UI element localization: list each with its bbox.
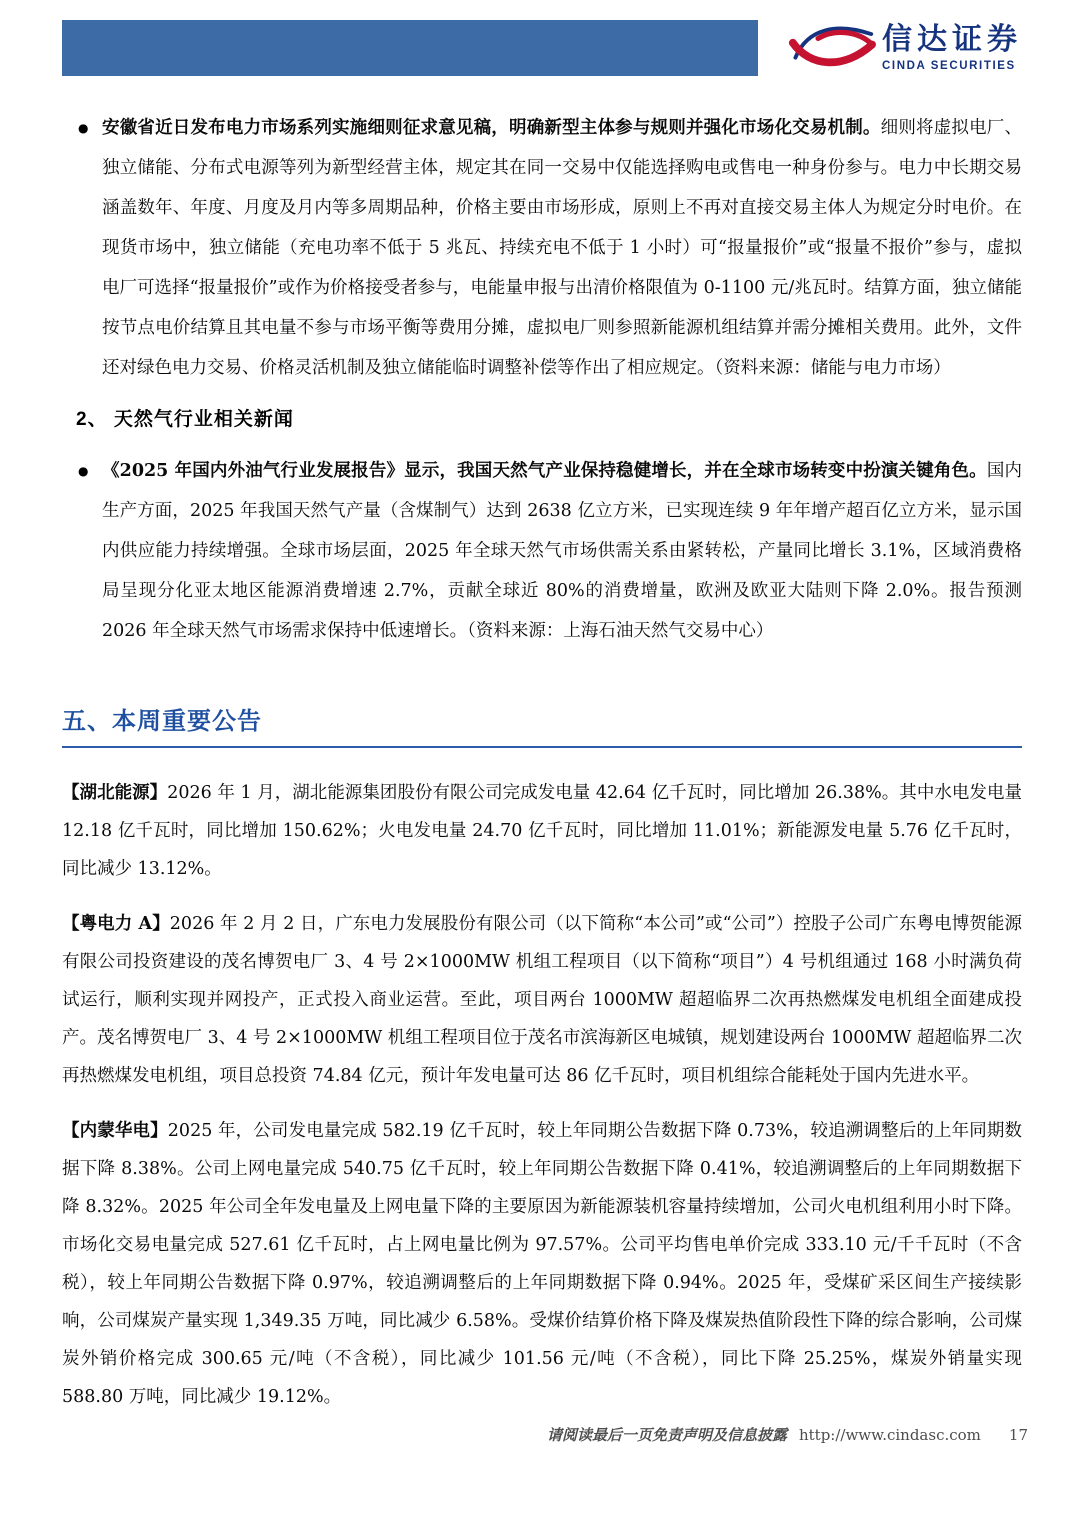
page-footer (547, 1424, 1028, 1445)
news-section (62, 108, 1022, 651)
brand-text (882, 24, 1022, 72)
bullet-icon: ● (78, 121, 89, 135)
announcement-company-name: 【粤电力 A】 (62, 914, 170, 934)
cinda-swoosh-icon (788, 21, 876, 75)
news-item-anhui-text (102, 108, 1022, 388)
brand-name-en: CINDA SECURITIES (882, 59, 1016, 72)
cinda-logo (788, 20, 1022, 76)
bullet-icon: ● (78, 464, 89, 478)
brand-name-cn: 信达证券 (882, 23, 1022, 57)
page-number: 17 (1008, 1426, 1028, 1444)
announcement-company-name: 【内蒙华电】 (62, 1121, 168, 1141)
news-item-gas-report-headline: 《2025 年国内外油气行业发展报告》显示，我国天然气产业保持稳健增长，并在全球市场转变中扮演关键角色。 (102, 461, 987, 481)
news-item-anhui-headline: 安徽省近日发布电力市场系列实施细则征求意见稿，明确新型主体参与规则并强化市场化交易机制。 (102, 118, 881, 138)
news-item-gas-report-text (102, 451, 1022, 651)
announcement-body: 2026 年 1 月，湖北能源集团股份有限公司完成发电量 42.64 亿千瓦时，同比增加 26.38%。其中水电发电量 12.18 亿千瓦时，同比增加 150.62%；火电发电量 24.70 亿千瓦时，同比增加 11.01%；新能源发电量 5.76 亿千瓦时，同比减少 13.12%。 (62, 783, 1022, 879)
news-item-anhui-body: 细则将虚拟电厂、独立储能、分布式电源等列为新型经营主体，规定其在同一交易中仅能选择购电或售电一种身份参与。电力中长期交易涵盖数年、年度、月度及月内等多周期品种，价格主要由市场形成，原则上不再对直接交易主体人为规定分时电价。在现货市场中，独立储能（充电功率不低于 5 兆瓦、持续充电不低于 1 小时）可“报量报价”或“报量不报价”参与，虚拟电厂可选择“报量报价”或作为价格接受者参与，电能量申报与出清价格限值为 0-1100 元/兆瓦时。结算方面，独立储能按节点电价结算且其电量不参与市场平衡等费用分摊，虚拟电厂则参照新能源机组结算并需分摊相关费用。此外，文件还对绿色电力交易、价格灵活机制及独立储能临时调整补偿等作出了相应规定。（资料来源：储能与电力市场） (102, 118, 1022, 378)
news-item-gas-report-body: 国内生产方面，2025 年我国天然气产量（含煤制气）达到 2638 亿立方米，已实现连续 9 年年增产超百亿立方米，显示国内供应能力持续增强。全球市场层面，2025 年全球天然气市场供需关系由紧转松，产量同比增长 3.1%，区域消费格局呈现分化亚太地区能源消费增速 2.7%，贡献全球近 80%的消费增量，欧洲及欧亚大陆则下降 2.0%。报告预测 2026 年全球天然气市场需求保持中低速增长。（资料来源：上海石油天然气交易中心） (102, 461, 1023, 641)
news-item-anhui (62, 108, 1022, 388)
announcement-neimeng-huadian (62, 1112, 1022, 1416)
announcement-hubei-energy (62, 774, 1022, 888)
announcements-title: 五、本周重要公告 (62, 701, 1022, 748)
gas-industry-news-heading: 2、 天然气行业相关新闻 (76, 409, 294, 430)
announcement-company-name: 【湖北能源】 (62, 783, 168, 803)
announcements-section (62, 701, 1022, 1416)
news-item-gas-report (62, 451, 1022, 651)
announcement-yue-dianli-a (62, 905, 1022, 1095)
announcement-body: 2026 年 2 月 2 日，广东电力发展股份有限公司（以下简称“本公司”或“公司”）控股子公司广东粤电博贺能源有限公司投资建设的茂名博贺电厂 3、4 号 2×1000MW 机组工程项目（以下简称“项目”）4 号机组通过 168 小时满负荷试运行，顺利实现并网投产，正式投入商业运营。至此，项目两台 1000MW 超超临界二次再热燃煤发电机组全面建成投产。茂名博贺电厂 3、4 号 2×1000MW 机组工程项目位于茂名市滨海新区电城镇，规划建设两台 1000MW 超超临界二次再热燃煤发电机组，项目总投资 74.84 亿元，预计年发电量可达 86 亿千瓦时，项目机组综合能耗处于国内先进水平。 (62, 914, 1023, 1086)
footer-disclaimer: 请阅读最后一页免责声明及信息披露 (546, 1426, 787, 1444)
header-bar (62, 20, 758, 76)
page-header (62, 20, 1022, 76)
announcement-body: 2025 年，公司发电量完成 582.19 亿千瓦时，较上年同期公告数据下降 0.73%，较追溯调整后的上年同期数据下降 8.38%。公司上网电量完成 540.75 亿千瓦时，较上年同期公告数据下降 0.41%，较追溯调整后的上年同期数据下降 8.32%。2025 年公司全年发电量及上网电量下降的主要原因为新能源装机容量持续增加，公司火电机组利用小时下降。市场化交易电量完成 527.61 亿千瓦时，占上网电量比例为 97.57%。公司平均售电单价完成 333.10 元/千千瓦时（不含税），较上年同期公告数据下降 0.97%，较追溯调整后的上年同期数据下降 0.94%。2025 年，受煤矿采区间生产接续影响，公司煤炭产量实现 1,349.35 万吨，同比减少 6.58%。受煤价结算价格下降及煤炭热值阶段性下降的综合影响，公司煤炭外销价格完成 300.65 元/吨（不含税），同比减少 101.56 元/吨（不含税），同比下降 25.25%，煤炭外销量实现 588.80 万吨，同比减少 19.12%。 (62, 1121, 1022, 1407)
footer-url-link[interactable]: http://www.cindasc.com (798, 1426, 981, 1444)
